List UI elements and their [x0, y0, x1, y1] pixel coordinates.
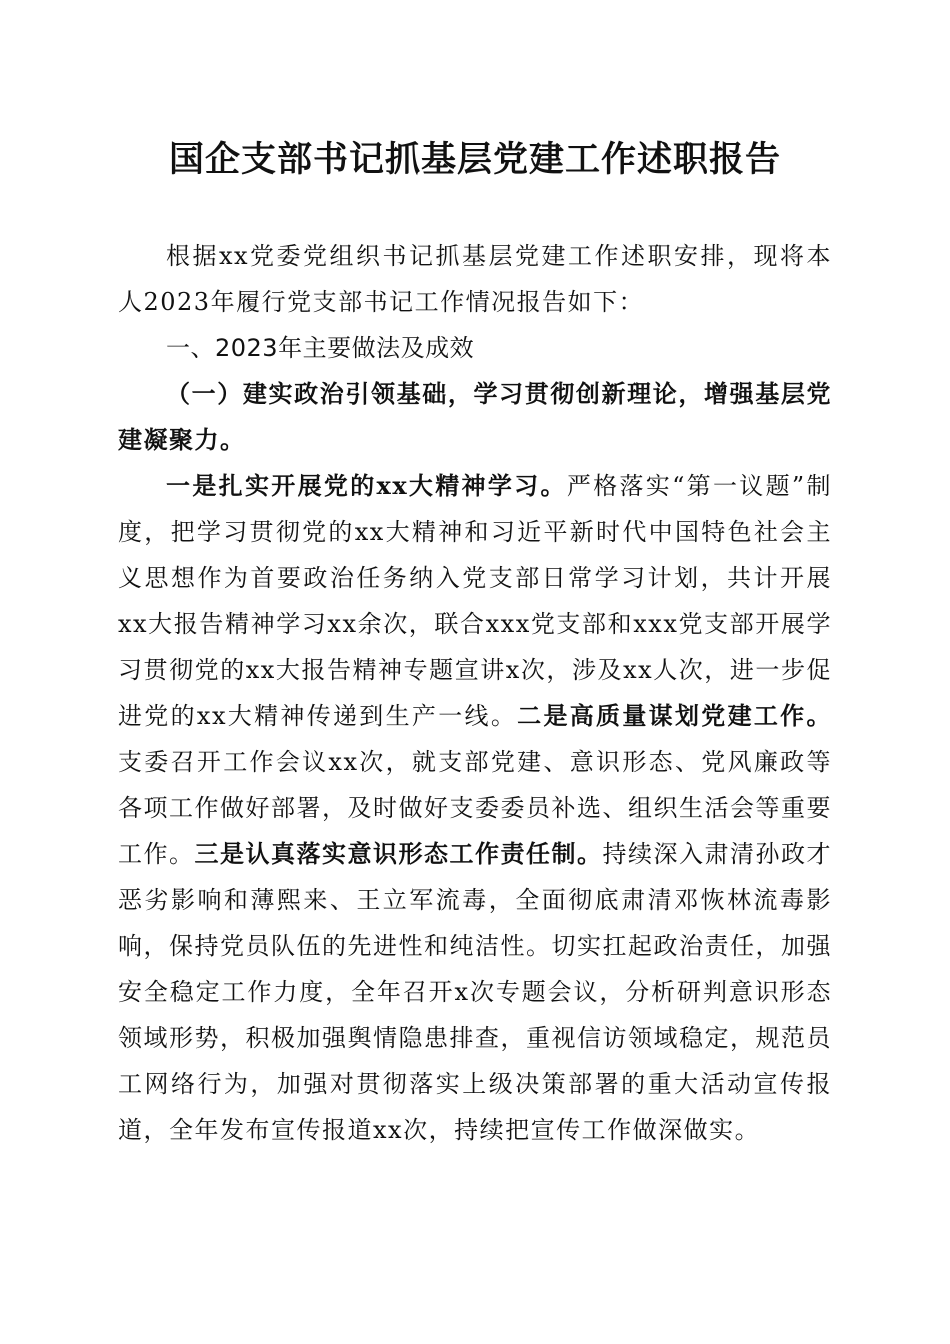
body-paragraph: [118, 463, 832, 1153]
document-body: [118, 233, 832, 1153]
section-heading: 一、2023年主要做法及成效: [166, 334, 475, 362]
point-three-text: 持续深入肃清孙政才恶劣影响和薄熙来、王立军流毒，全面彻底肃清邓恢林流毒影响，保持党员队伍的先进性和纯洁性。切实扛起政治责任，加强安全稳定工作力度，全年召开x次专题会议，分析研判意识形态领域形势，积极加强舆情隐患排查，重视信访领域稳定，规范员工网络行为，加强对贯彻落实上级决策部署的重大活动宣传报道，全年发布宣传报道xx次，持续把宣传工作做深做实。: [118, 840, 832, 1144]
document-title: 国企支部书记抓基层党建工作述职报告: [168, 139, 781, 180]
point-two-text: 支委召开工作会议xx次，就支部党建、意识形态、党风廉政等各项工作做好部署，及时做好支委委员补选、组织生活会等重要工作。: [118, 748, 832, 868]
point-three-lead: 三是认真落实意识形态工作责任制。: [194, 839, 603, 868]
point-one-lead: 一是扎实开展党的xx大精神学习。: [166, 471, 567, 500]
point-two-lead: 二是高质量谋划党建工作。: [517, 701, 832, 730]
intro-paragraph: 根据xx党委党组织书记抓基层党建工作述职安排，现将本人2023年履行党支部书记工作情况报告如下：: [118, 242, 832, 316]
point-one-text: 严格落实“第一议题”制度，把学习贯彻党的xx大精神和习近平新时代中国特色社会主义思想作为首要政治任务纳入党支部日常学习计划，共计开展xx大报告精神学习xx余次，联合xxx党支部和xxx党支部开展学习贯彻党的xx大报告精神专题宣讲x次，涉及xx人次，进一步促进党的xx大精神传递到生产一线。: [118, 472, 832, 730]
subsection-heading: （一）建实政治引领基础，学习贯彻创新理论，增强基层党建凝聚力。: [118, 379, 832, 454]
